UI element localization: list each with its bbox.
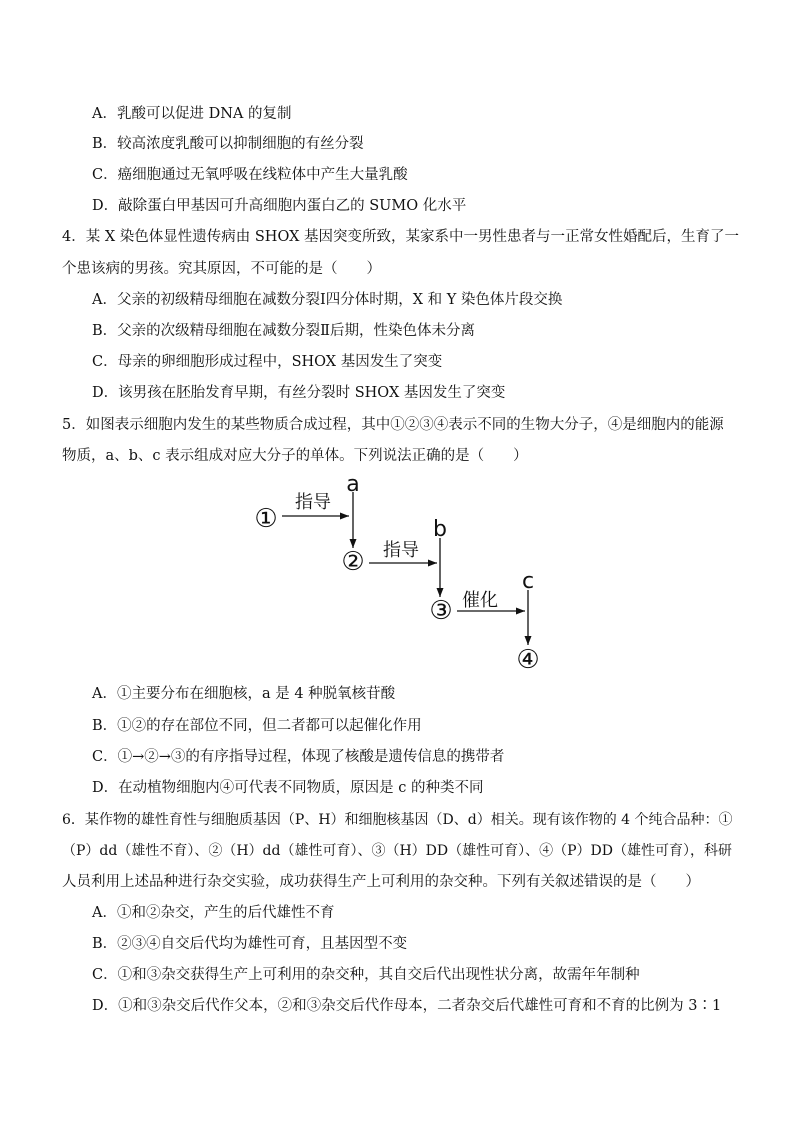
- q5-option-d: D．在动植物细胞内④可代表不同物质，原因是 c 的种类不同: [92, 780, 484, 796]
- monomer-c: c: [521, 569, 535, 594]
- q3-option-d: D．敲除蛋白甲基因可升高细胞内蛋白乙的 SUMO 化水平: [92, 198, 467, 214]
- q4-stem-line-2: 个患该病的男孩。究其原因，不可能的是（ ）: [62, 261, 381, 277]
- q6-option-d: D．①和③杂交后代作父本，②和③杂交后代作母本，二者杂交后代雄性可育和不育的比例为 3∶1: [92, 998, 722, 1014]
- q3-option-a: A．乳酸可以促进 DNA 的复制: [92, 106, 292, 122]
- q6-stem-line-2: （P）dd（雄性不育）、②（H）dd（雄性可育）、③（H）DD（雄性可育）、④（P）DD（雄性可育），科研: [62, 843, 733, 859]
- q5-stem-line-1: 5．如图表示细胞内发生的某些物质合成过程，其中①②③④表示不同的生物大分子，④是细胞内的能源: [62, 417, 724, 433]
- q5-option-a: A．①主要分布在细胞核，a 是 4 种脱氧核苷酸: [92, 686, 396, 702]
- monomer-a: a: [346, 472, 360, 497]
- q6-option-c: C．①和③杂交获得生产上可利用的杂交种，其自交后代出现性状分离，故需年年制种: [92, 967, 640, 983]
- q6-option-b: B．②③④自交后代均为雄性可育，且基因型不变: [92, 936, 408, 952]
- arrow-label-guide-2: 指导: [383, 540, 419, 561]
- node-1: ①: [254, 504, 278, 534]
- q3-option-b: B．较高浓度乳酸可以抑制细胞的有丝分裂: [92, 136, 364, 152]
- q6-stem-line-3: 人员利用上述品种进行杂交实验，成功获得生产上可利用的杂交种。下列有关叙述错误的是（ ）: [62, 874, 700, 890]
- node-4: ④: [516, 645, 540, 675]
- arrow-label-guide-1: 指导: [295, 492, 331, 513]
- q5-option-b: B．①②的存在部位不同，但二者都可以起催化作用: [92, 718, 422, 734]
- node-3: ③: [429, 596, 453, 626]
- q4-option-c: C．母亲的卵细胞形成过程中，SHOX 基因发生了突变: [92, 354, 443, 370]
- q5-option-c: C．①→②→③的有序指导过程，体现了核酸是遗传信息的携带者: [92, 749, 505, 765]
- monomer-b: b: [433, 517, 447, 542]
- q6-stem-line-1: 6．某作物的雄性育性与细胞质基因（P、H）和细胞核基因（D、d）相关。现有该作物的 4 个纯合品种：①: [62, 812, 733, 828]
- q4-option-a: A．父亲的初级精母细胞在减数分裂Ⅰ四分体时期，X 和 Y 染色体片段交换: [92, 292, 563, 308]
- node-2: ②: [341, 547, 365, 577]
- q4-option-d: D．该男孩在胚胎发育早期，有丝分裂时 SHOX 基因发生了突变: [92, 385, 506, 401]
- q4-stem-line-1: 4．某 X 染色体显性遗传病由 SHOX 基因突变所致，某家系中一男性患者与一正常女性婚配后，生育了一: [62, 229, 740, 245]
- q6-option-a: A．①和②杂交，产生的后代雄性不育: [92, 905, 335, 921]
- q5-stem-line-2: 物质，a、b、c 表示组成对应大分子的单体。下列说法正确的是（ ）: [62, 448, 528, 464]
- arrow-label-catalyze: 催化: [462, 590, 498, 611]
- q3-option-c: C．癌细胞通过无氧呼吸在线粒体中产生大量乳酸: [92, 167, 408, 183]
- q4-option-b: B．父亲的次级精母细胞在减数分裂Ⅱ后期，性染色体未分离: [92, 323, 476, 339]
